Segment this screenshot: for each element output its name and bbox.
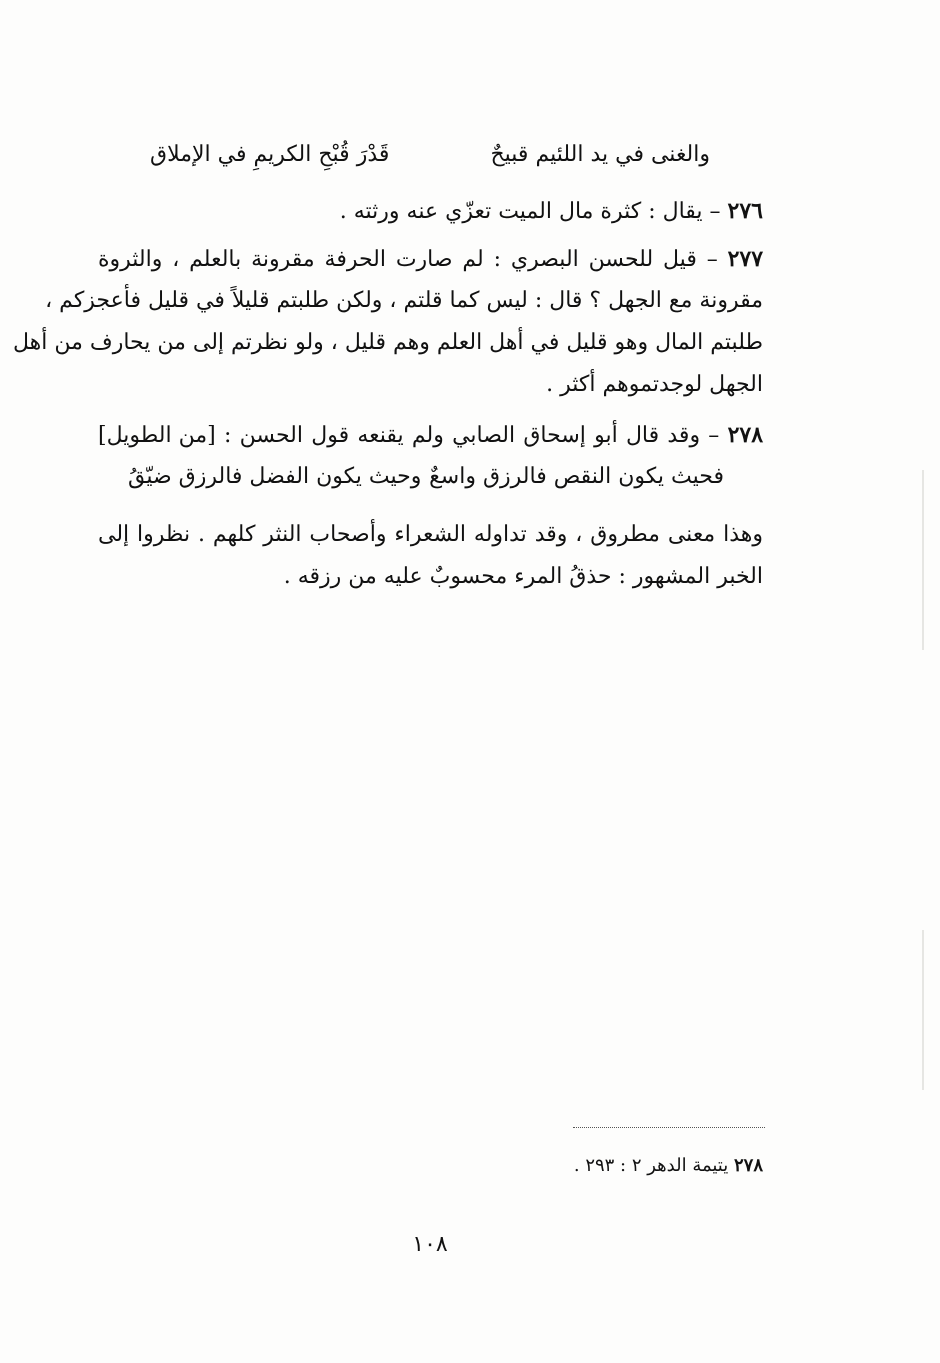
entry-text: – وقد قال أبو إسحاق الصابي ولم يقنعه قول الحسن : [223, 423, 720, 448]
scan-margin-mark [922, 470, 924, 650]
entry-277-line-1 [98, 244, 763, 275]
entry-278 [98, 420, 763, 451]
entry-number: ٢٧٧ [727, 246, 764, 272]
entry-number: ٢٧٦ [727, 198, 763, 224]
verse-hemistich-left: وحيث يكون الفضل فالرزق ضيّقُ [128, 464, 422, 489]
footnote-separator [573, 1127, 765, 1128]
closing-line-2: الخبر المشهور : حذقُ المرء محسوبٌ عليه من رزقه . [283, 564, 763, 589]
verse-hemistich-left: قَدْرَ قُبْحِ الكريمِ في الإملاق [150, 142, 390, 167]
page-number: ١٠٨ [412, 1232, 448, 1257]
entry-text: – يقال : كثرة مال الميت تعزّي عنه ورثته . [339, 199, 721, 224]
closing-line-1: وهذا معنى مطروق ، وقد تداوله الشعراء وأصحاب النثر كلهم . نظروا إلى [98, 522, 763, 547]
entry-276 [98, 196, 763, 227]
entry-278-verse [128, 462, 724, 492]
meter-label: [من الطويل] [98, 423, 216, 448]
footnote-text: يتيمة الدهر ٢ : ٢٩٣ . [573, 1155, 729, 1176]
scan-margin-mark [922, 930, 924, 1090]
verse-line [150, 140, 710, 170]
footnote [500, 1153, 763, 1179]
entry-277-line-2: مقرونة مع الجهل ؟ قال : ليس كما قلتم ، ولكن طلبتم قليلاً في قليل فأعجزكم ، [45, 288, 763, 313]
entry-277-line-3: طلبتم المال وهو قليل في أهل العلم وهم قليل ، ولو نظرتم إلى من يحارف من أهل [13, 330, 763, 355]
entry-number: ٢٧٨ [727, 422, 764, 448]
verse-hemistich-right: والغنى في يد اللئيم قبيحٌ [490, 142, 710, 167]
entry-text: – قيل للحسن البصري : لم صارت الحرفة مقرونة بالعلم ، والثروة [98, 247, 718, 272]
verse-hemistich-right: فحيث يكون النقص فالرزق واسعٌ [429, 464, 724, 489]
entry-277-line-4: الجهل لوجدتموهم أكثر . [546, 372, 763, 397]
footnote-number: ٢٧٨ [733, 1155, 763, 1176]
